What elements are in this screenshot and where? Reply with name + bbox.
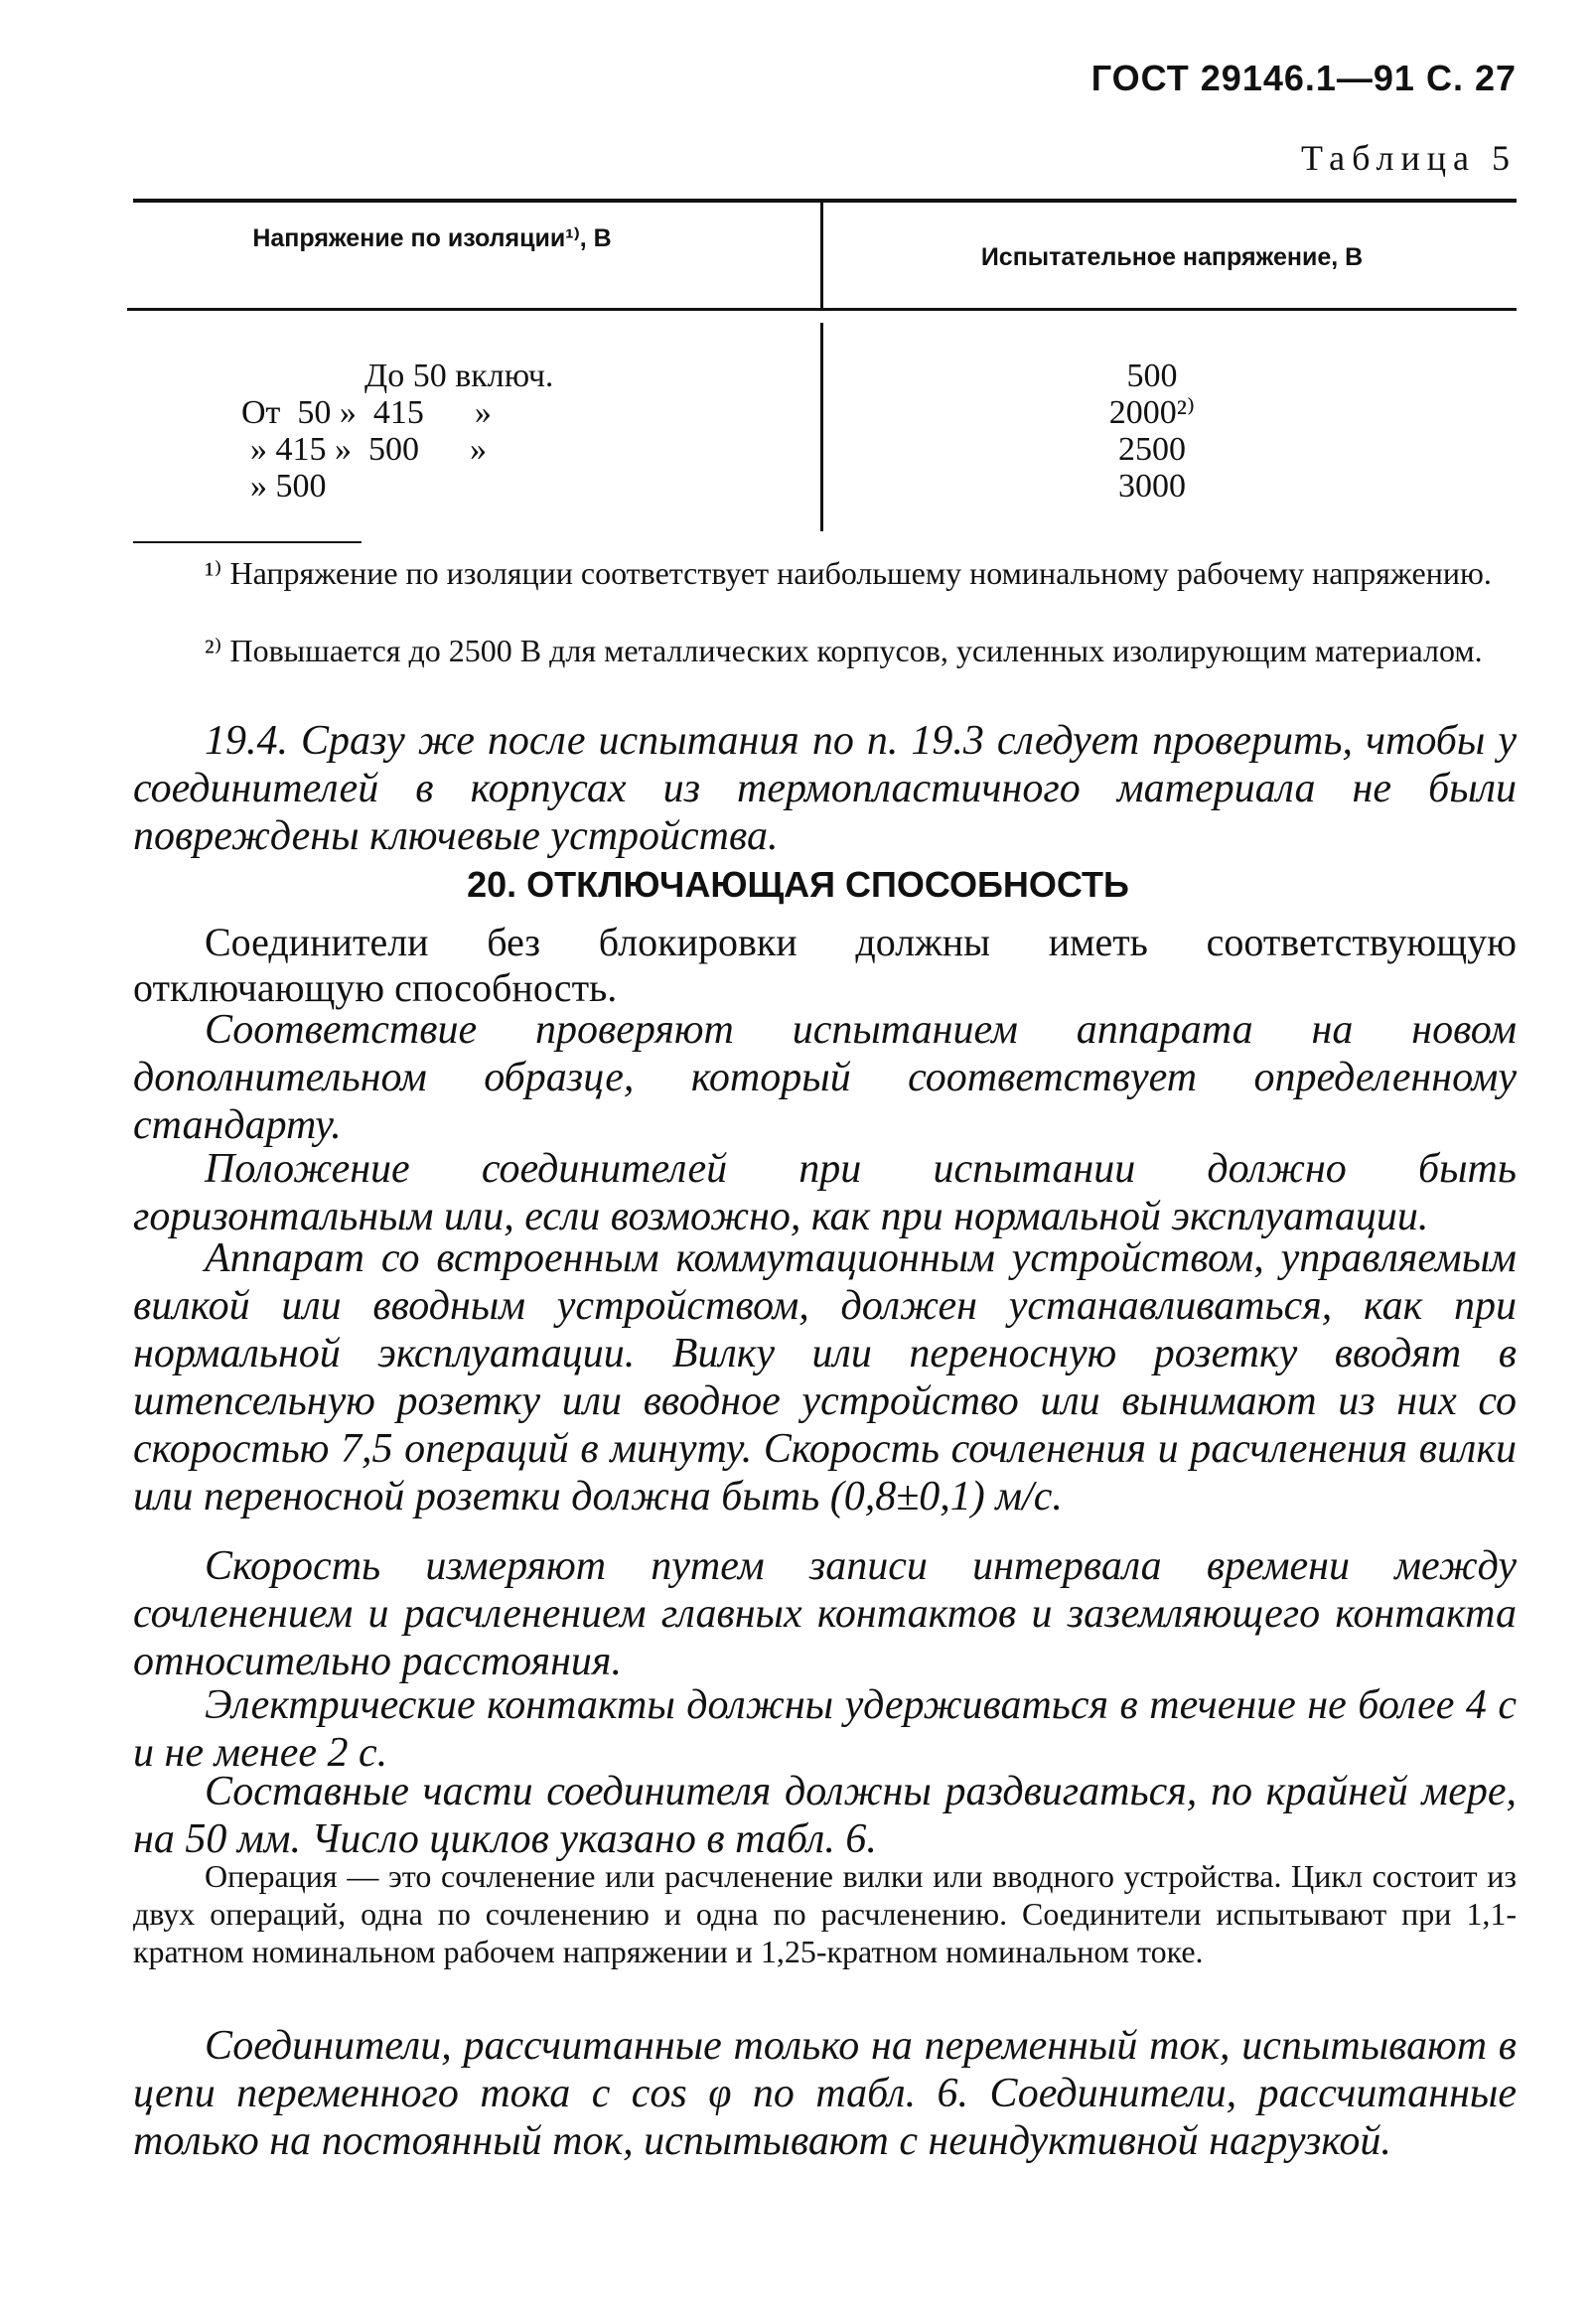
footnote-2: ²⁾ Повышается до 2500 В для металлических корпусов, усиленных изолирующим материалом. <box>205 633 1483 668</box>
page-header: ГОСТ 29146.1—91 С. 27 <box>1090 58 1517 98</box>
paragraph-19-4: 19.4. Сразу же после испытания по п. 19.3 следует проверить, чтобы у соединителей в корпусах из термопластичного материала не были повреждены ключевые устройства. <box>133 718 1517 859</box>
section-title: 20. ОТКЛЮЧАЮЩАЯ СПОСОБНОСТЬ <box>467 864 1129 905</box>
table-cell-test: 500 <box>1126 358 1178 394</box>
col-header-insulation-voltage: Напряжение по изоляции¹⁾, В <box>252 224 612 252</box>
col-header-test-voltage: Испытательное напряжение, В <box>980 243 1364 271</box>
table-cell-test: 2000²⁾ <box>1108 394 1196 431</box>
table-row: От 50 » 415 » <box>241 394 492 431</box>
paragraph: Соединители без блокировки должны иметь соответствующую отключающую способность. <box>133 920 1517 1010</box>
footnote-1: ¹⁾ Напряжение по изоляции соответствует наибольшему номинальному рабочему напряжению. <box>205 555 1492 591</box>
table-cell-test: 2500 <box>1118 431 1186 468</box>
table-header-rule <box>127 308 1517 311</box>
paragraph: Положение соединителей при испытании должно быть горизонтальным или, если возможно, как при нормальной эксплуатации. <box>133 1146 1517 1239</box>
table-row: » 500 <box>250 468 327 505</box>
paragraph: Соответствие проверяют испытанием аппарата на новом дополнительном образце, который соответствует определенному стандарту. <box>133 1007 1517 1148</box>
table-row: » 415 » 500 » <box>250 431 487 468</box>
paragraph: Соединители, рассчитанные только на переменный ток, испытывают в цепи переменного тока с cos φ по табл. 6. Соединители, рассчитанные только на постоянный ток, испытывают с неиндуктивной нагрузкой. <box>133 2023 1517 2164</box>
paragraph: Скорость измеряют путем записи интервала времени между сочленением и расчленением главных контактов и заземляющего контакта относительно расстояния. <box>133 1543 1517 1684</box>
paragraph: Электрические контакты должны удерживаться в течение не более 4 с и не менее 2 с. <box>133 1682 1517 1776</box>
paragraph: Составные части соединителя должны раздвигаться, по крайней мере, на 50 мм. Число циклов указано в табл. 6. <box>133 1769 1517 1862</box>
table-header-divider <box>820 203 823 308</box>
table-top-rule <box>133 199 1517 203</box>
paragraph-note: Операция — это сочленение или расчленение вилки или вводного устройства. Цикл состоит из двух операций, одна по сочленению и одна по расчленению. Соединители испытывают при 1,1-кратном номинальном рабочем напряжении и 1,25-кратном номинальном токе. <box>133 1858 1517 1969</box>
table-cell-test: 3000 <box>1118 468 1186 505</box>
table-body-divider <box>820 323 823 531</box>
table-label: Таблица 5 <box>1301 138 1517 178</box>
paragraph: Аппарат со встроенным коммутационным устройством, управляемым вилкой или вводным устройством, должен устанавливаться, как при нормальной эксплуатации. Вилку или переносную розетку вводят в штепсельную розетку или вводное устройство или вынимают из них со скоростью 7,5 операций в минуту. Скорость сочленения и расчленения вилки или переносной розетки должна быть (0,8±0,1) м/с. <box>133 1235 1517 1519</box>
table-row: До 50 включ. <box>364 358 554 394</box>
footnote-rule <box>133 541 362 543</box>
